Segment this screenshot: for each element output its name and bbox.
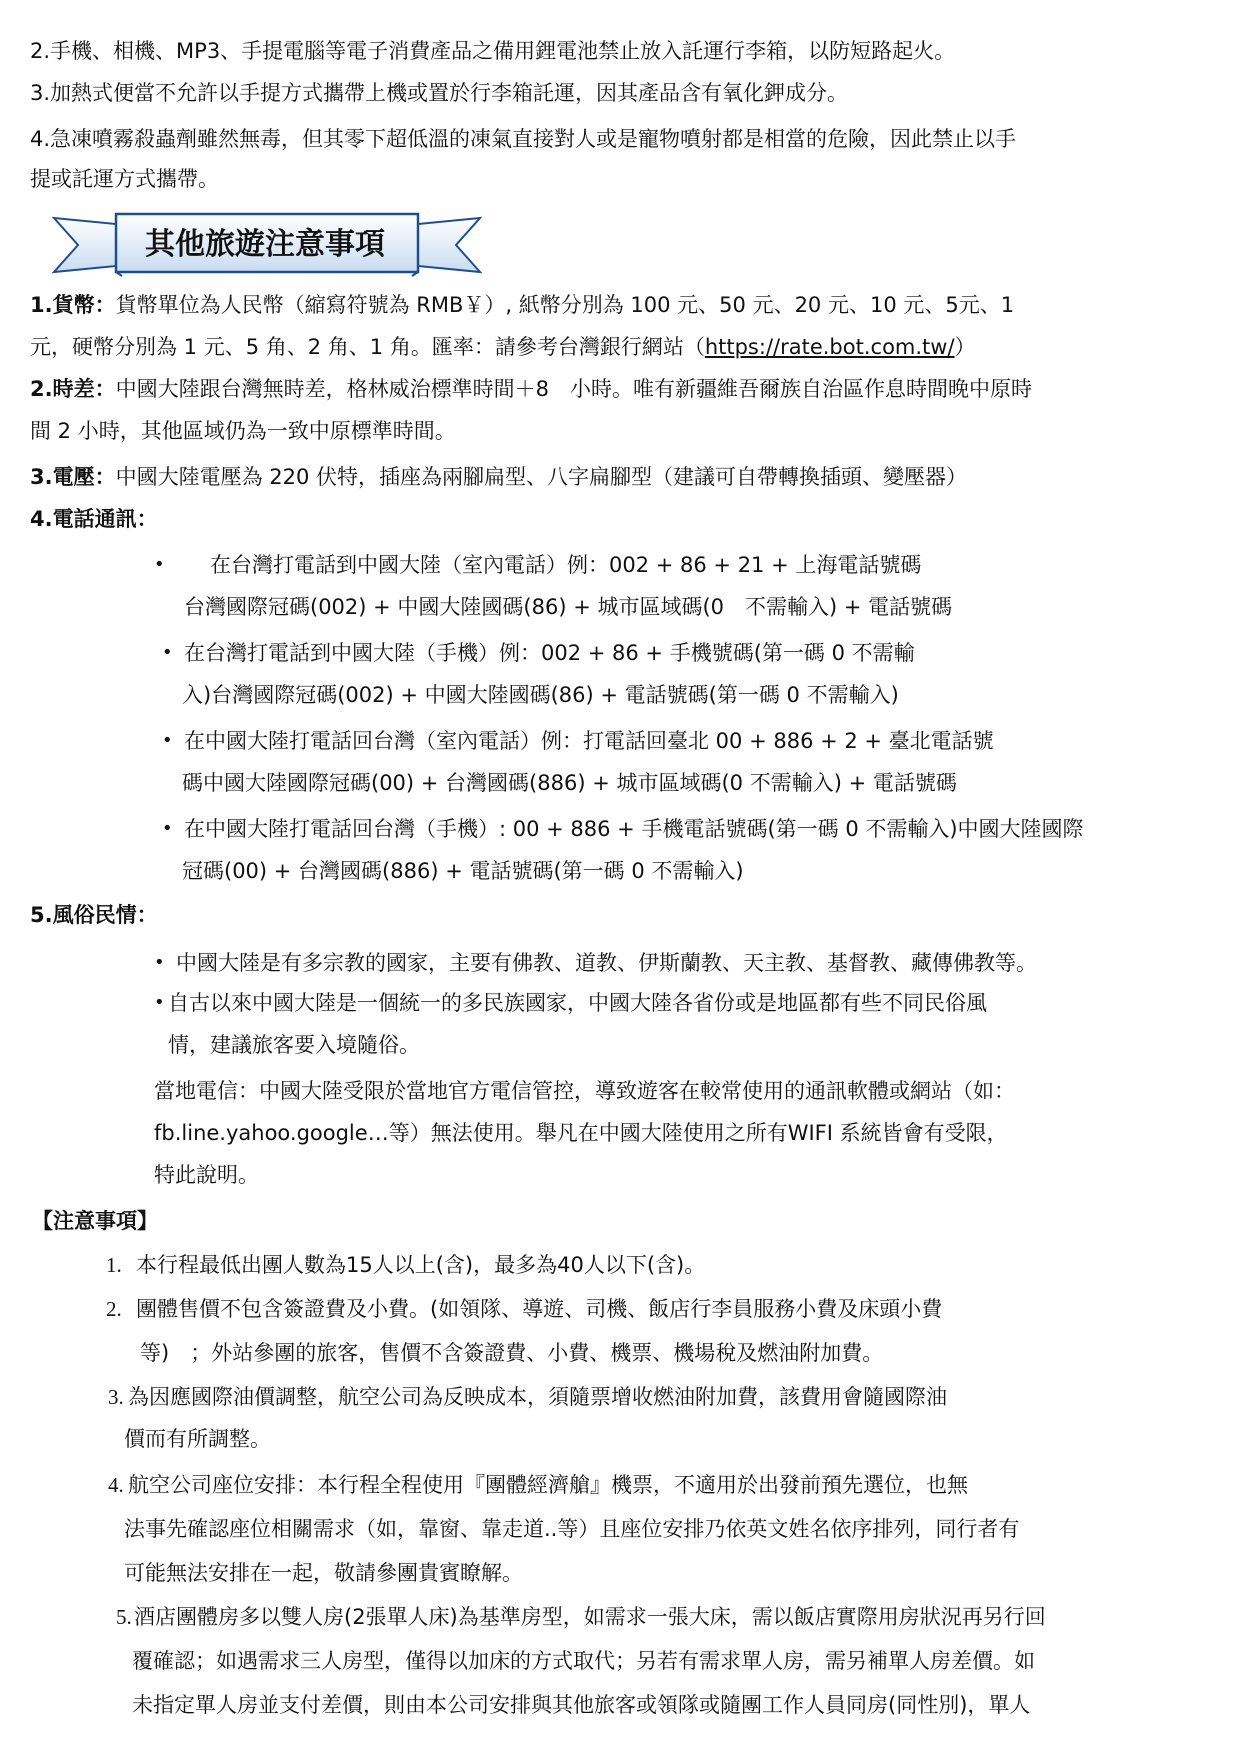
note-2-line1: 團體售價不包含簽證費及小費。(如領隊、導遊、司機、飯店行李員服務小費及床頭小費 bbox=[136, 1297, 943, 1321]
telecom-line3: 特此說明。 bbox=[154, 1163, 259, 1187]
telecom-line1: 當地電信：中國大陸受限於當地官方電信管控，導致遊客在較常使用的通訊軟體或網站（如： bbox=[154, 1079, 1015, 1103]
bullet-dot: • bbox=[162, 642, 173, 663]
voltage-label: 3.電壓： bbox=[30, 465, 116, 489]
timezone-line1 bbox=[30, 374, 1032, 404]
phone-item-2-line1: 在台灣打電話到中國大陸（手機）例：002 + 86 + 手機號碼(第一碼 0 不需輸 bbox=[184, 641, 915, 665]
phone-item-3-line2: 碼中國大陸國際冠碼(00) + 台灣國碼(886) + 城市區域碼(0 不需輸入) + 電話號碼 bbox=[182, 771, 957, 795]
note-4-line1: 航空公司座位安排：本行程全程使用『團體經濟艙』機票，不適用於出發前預先選位，也無 bbox=[128, 1473, 968, 1497]
section-title: 其他旅遊注意事項 bbox=[145, 227, 385, 262]
voltage-text: 中國大陸電壓為 220 伏特，插座為兩腳扁型、八字扁腳型（建議可自帶轉換插頭、變壓器） bbox=[115, 465, 968, 489]
telecom-line2: fb.line.yahoo.google…等）無法使用。舉凡在中國大陸使用之所有WIFI 系統皆會有受限， bbox=[154, 1121, 1008, 1145]
currency-line1 bbox=[30, 290, 1014, 320]
customs-bullet-2-line1: 自古以來中國大陸是一個統一的多民族國家，中國大陸各省份或是地區都有些不同民俗風 bbox=[168, 991, 987, 1015]
currency-text-3: ） bbox=[954, 335, 976, 359]
customs-bullet-1: 中國大陸是有多宗教的國家，主要有佛教、道教、伊斯蘭教、天主教、基督教、藏傳佛教等。 bbox=[176, 951, 1037, 975]
currency-text: 貨幣單位為人民幣（縮寫符號為 RMB￥）, 紙幣分別為 100 元、50 元、20 元、10 元、5元、1 bbox=[115, 293, 1015, 317]
phone-item-3-line1: 在中國大陸打電話回台灣（室內電話）例：打電話回臺北 00 + 886 + 2 + 臺北電話號 bbox=[184, 729, 994, 753]
note-1-number: 1. bbox=[106, 1253, 122, 1277]
note-4-line3: 可能無法安排在一起，敬請參團貴賓瞭解。 bbox=[124, 1561, 523, 1585]
note-3-line2: 價而有所調整。 bbox=[124, 1427, 271, 1451]
customs-label: 5.風俗民情： bbox=[30, 903, 158, 927]
timezone-label: 2.時差： bbox=[30, 377, 116, 401]
note-5-line2: 覆確認；如遇需求三人房型，僅得以加床的方式取代；另若有需求單人房，需另補單人房差價。如 bbox=[132, 1649, 1035, 1673]
phone-item-4-line2: 冠碼(00) + 台灣國碼(886) + 電話號碼(第一碼 0 不需輸入) bbox=[182, 859, 744, 883]
voltage-line bbox=[30, 462, 967, 492]
notes-heading: 【注意事項】 bbox=[32, 1209, 158, 1233]
phone-item-2-line2: 入)台灣國際冠碼(002) + 中國大陸國碼(86) + 電話號碼(第一碼 0 不需輸入) bbox=[182, 683, 899, 707]
note-3-line1: 為因應國際油價調整，航空公司為反映成本，須隨票增收燃油附加費，該費用會隨國際油 bbox=[128, 1385, 947, 1409]
bullet-dot: • bbox=[154, 952, 165, 973]
phone-item-1-line1: 在台灣打電話到中國大陸（室內電話）例：002 + 86 + 21 + 上海電話號碼 bbox=[210, 553, 922, 577]
note-4-line2: 法事先確認座位相關需求（如，靠窗、靠走道..等）且座位安排乃依英文姓名依序排列，同行者有 bbox=[124, 1517, 1020, 1541]
bullet-dot: • bbox=[154, 554, 165, 575]
rule-item-2: 2.手機、相機、MP3、手提電腦等電子消費產品之備用鋰電池禁止放入託運行李箱，以防短路起火。 bbox=[30, 39, 956, 63]
note-5-line1: 酒店團體房多以雙人房(2張單人床)為基準房型，如需求一張大床，需以飯店實際用房狀況再另行回 bbox=[134, 1605, 1046, 1629]
note-4-number: 4. bbox=[108, 1473, 124, 1497]
currency-text-2: 元，硬幣分別為 1 元、5 角、2 角、1 角。匯率：請參考台灣銀行網站（ bbox=[30, 335, 705, 359]
note-2-line2: 等) ；外站參團的旅客，售價不含簽證費、小費、機票、機場稅及燃油附加費。 bbox=[140, 1341, 884, 1365]
note-2-number: 2. bbox=[106, 1297, 122, 1321]
bullet-dot: • bbox=[162, 818, 173, 839]
note-3-number: 3. bbox=[108, 1385, 124, 1409]
customs-bullet-2-line2: 情，建議旅客要入境隨俗。 bbox=[168, 1033, 420, 1057]
note-5-line3: 未指定單人房並支付差價，則由本公司安排與其他旅客或領隊或隨團工作人員同房(同性別)，單人 bbox=[132, 1693, 1031, 1717]
rule-item-4-line2: 提或託運方式攜帶。 bbox=[30, 167, 219, 191]
currency-line2 bbox=[30, 332, 976, 362]
exchange-rate-link[interactable]: https://rate.bot.com.tw/ bbox=[704, 335, 955, 359]
phone-item-4-line1: 在中國大陸打電話回台灣（手機）: 00 + 886 + 手機電話號碼(第一碼 0 不需輸入)中國大陸國際 bbox=[184, 817, 1084, 841]
timezone-text: 中國大陸跟台灣無時差，格林威治標準時間＋8 小時。唯有新疆維吾爾族自治區作息時間晚中原時 bbox=[115, 377, 1032, 401]
bullet-dot: • bbox=[154, 992, 165, 1013]
currency-label: 1.貨幣： bbox=[30, 293, 116, 317]
timezone-line2: 間 2 小時，其他區域仍為一致中原標準時間。 bbox=[30, 419, 456, 443]
note-5-number: 5. bbox=[116, 1605, 132, 1629]
phone-label: 4.電話通訊： bbox=[30, 507, 158, 531]
bullet-dot: • bbox=[162, 730, 173, 751]
phone-item-1-line2: 台灣國際冠碼(002) + 中國大陸國碼(86) + 城市區域碼(0 不需輸入) + 電話號碼 bbox=[184, 595, 953, 619]
rule-item-3: 3.加熱式便當不允許以手提方式攜帶上機或置於行李箱託運，因其產品含有氧化鉀成分。 bbox=[30, 81, 849, 105]
rule-item-4-line1: 4.急凍噴霧殺蟲劑雖然無毒，但其零下超低溫的凍氣直接對人或是寵物噴射都是相當的危險，因此禁止以手 bbox=[30, 127, 1017, 151]
note-1: 本行程最低出團人數為15人以上(含)，最多為40人以下(含)。 bbox=[136, 1253, 706, 1277]
